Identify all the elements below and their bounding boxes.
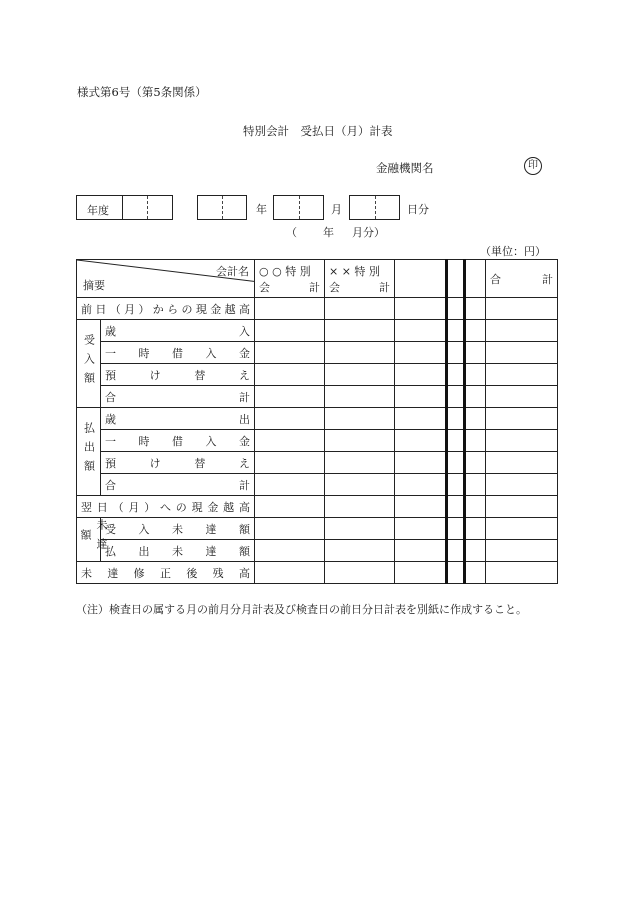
table-row (77, 386, 558, 408)
payments-item (101, 430, 255, 452)
cell-total[interactable] (486, 430, 558, 452)
gap (447, 540, 465, 562)
cell-blank-2[interactable] (465, 342, 486, 364)
carry-in-row-text: 前 日 （ 月 ） か ら の 現 金 越 高 (81, 302, 250, 316)
cell-blank-2[interactable] (465, 562, 486, 584)
cell-blank-2[interactable] (465, 452, 486, 474)
cell-acct1[interactable] (255, 364, 325, 386)
sub-year: 年 (323, 226, 334, 239)
adjusted-row-text: 未 達 修 正 後 残 高 (81, 566, 250, 580)
cell-blank[interactable] (395, 298, 447, 320)
cell-acct1[interactable] (255, 540, 325, 562)
cell-total[interactable] (486, 452, 558, 474)
gap (447, 342, 465, 364)
receipts-item-text: 歳 入 (105, 324, 250, 338)
header-diagonal-cell (77, 260, 255, 298)
cell-blank[interactable] (395, 408, 447, 430)
gap (447, 386, 465, 408)
cell-blank-2[interactable] (465, 496, 486, 518)
cell-acct2[interactable] (325, 364, 395, 386)
col1-top: ○ ○ 特 別 (259, 264, 311, 278)
cell-total[interactable] (486, 540, 558, 562)
cell-acct1[interactable] (255, 474, 325, 496)
payments-group: 払出額 (77, 408, 101, 496)
form-number: 様式第6号（第5条関係） (77, 85, 207, 99)
month-label: 月 (331, 203, 342, 216)
table-row (77, 496, 558, 518)
cell-acct1[interactable] (255, 408, 325, 430)
table-row (77, 562, 558, 584)
cell-acct1[interactable] (255, 452, 325, 474)
carry-out-row-text: 翌 日 （ 月 ） へ の 現 金 越 高 (81, 500, 250, 514)
col2-top: × × 特 別 (329, 264, 380, 278)
cell-total[interactable] (486, 408, 558, 430)
unit-label: （単位：円） (480, 245, 546, 258)
cell-total[interactable] (486, 298, 558, 320)
payments-item-text: 一 時 借 入 金 (105, 434, 250, 448)
col-blank-2 (465, 260, 486, 298)
carry-out-row (77, 496, 255, 518)
cell-blank[interactable] (395, 474, 447, 496)
cell-total[interactable] (486, 386, 558, 408)
cell-acct2[interactable] (325, 518, 395, 540)
table-row (77, 408, 558, 430)
account-name-label: 会計名 (216, 265, 249, 278)
fiscal-year-label: 年度 (87, 204, 109, 217)
col-account-2 (325, 260, 395, 298)
cell-acct2[interactable] (325, 430, 395, 452)
receipts-item (101, 364, 255, 386)
col1-bottom-right: 計 (309, 280, 320, 294)
table-row (77, 364, 558, 386)
cell-acct1[interactable] (255, 386, 325, 408)
cell-blank[interactable] (395, 562, 447, 584)
cell-acct1[interactable] (255, 430, 325, 452)
col-account-1 (255, 260, 325, 298)
gap (447, 408, 465, 430)
cell-acct2[interactable] (325, 540, 395, 562)
cell-total[interactable] (486, 364, 558, 386)
total-left: 合 (490, 272, 501, 286)
gap (447, 474, 465, 496)
cell-acct1[interactable] (255, 496, 325, 518)
cell-acct2[interactable] (325, 452, 395, 474)
table-row (77, 540, 558, 562)
cell-acct2[interactable] (325, 408, 395, 430)
gap (447, 364, 465, 386)
cell-acct2[interactable] (325, 298, 395, 320)
cell-blank[interactable] (395, 386, 447, 408)
sub-open: （ (286, 226, 297, 239)
col1-bottom-left: 会 (259, 280, 270, 294)
col-total (486, 260, 558, 298)
receipts-group: 受入額 (77, 320, 101, 408)
cell-total[interactable] (486, 474, 558, 496)
summary-label: 摘要 (83, 279, 105, 292)
cell-blank-2[interactable] (465, 364, 486, 386)
gap (447, 430, 465, 452)
payments-item-text: 合 計 (105, 478, 250, 492)
cell-acct1[interactable] (255, 518, 325, 540)
cell-blank[interactable] (395, 342, 447, 364)
cell-blank-2[interactable] (465, 386, 486, 408)
cell-blank-2[interactable] (465, 408, 486, 430)
gap (447, 452, 465, 474)
month-box[interactable] (273, 195, 324, 220)
cell-blank-2[interactable] (465, 540, 486, 562)
col2-bottom-left: 会 (329, 280, 340, 294)
cell-acct1[interactable] (255, 298, 325, 320)
receipts-item (101, 342, 255, 364)
gap (447, 496, 465, 518)
page-title: 特別会計 受払日（月）計表 (243, 124, 393, 138)
payments-item-text: 預 け 替 え (105, 456, 250, 470)
cell-acct2[interactable] (325, 342, 395, 364)
gap (447, 320, 465, 342)
footnote: （注）検査日の属する月の前月分月計表及び検査日の前日分日計表を別紙に作成すること。 (76, 603, 527, 616)
carry-in-row (77, 298, 255, 320)
gap (447, 298, 465, 320)
receipts-item (101, 320, 255, 342)
pending-item-text: 払 出 未 達 額 (105, 544, 250, 558)
total-right: 計 (542, 272, 553, 286)
cell-total[interactable] (486, 562, 558, 584)
cell-blank[interactable] (395, 364, 447, 386)
table-row (77, 518, 558, 540)
cell-acct2[interactable] (325, 320, 395, 342)
year-box[interactable] (197, 195, 247, 220)
cell-acct1[interactable] (255, 342, 325, 364)
cell-blank-2[interactable] (465, 474, 486, 496)
cell-blank[interactable] (395, 496, 447, 518)
gap (447, 518, 465, 540)
gap (447, 562, 465, 584)
institution-label: 金融機関名 (376, 161, 434, 175)
cell-blank[interactable] (395, 540, 447, 562)
account-table (76, 259, 558, 584)
table-row (77, 342, 558, 364)
table-row (77, 298, 558, 320)
day-label: 日分 (407, 203, 429, 216)
cell-acct1[interactable] (255, 562, 325, 584)
receipts-item-text: 一 時 借 入 金 (105, 346, 250, 360)
adjusted-row (77, 562, 255, 584)
receipts-item (101, 386, 255, 408)
pending-item-text: 受 入 未 達 額 (105, 522, 250, 536)
cell-blank-2[interactable] (465, 430, 486, 452)
year-label: 年 (256, 203, 267, 216)
col2-bottom-right: 計 (379, 280, 390, 294)
cell-blank-2[interactable] (465, 320, 486, 342)
cell-total[interactable] (486, 518, 558, 540)
payments-item (101, 474, 255, 496)
cell-acct2[interactable] (325, 474, 395, 496)
sub-month: 月分） (352, 226, 385, 239)
col-blank (395, 260, 447, 298)
cell-blank[interactable] (395, 320, 447, 342)
cell-acct2[interactable] (325, 562, 395, 584)
fiscal-year-box[interactable] (76, 195, 173, 220)
payments-item (101, 408, 255, 430)
omission-gap (447, 260, 465, 298)
cell-acct2[interactable] (325, 496, 395, 518)
seal-mark: 印 (524, 157, 542, 175)
pending-item (101, 518, 255, 540)
cell-total[interactable] (486, 496, 558, 518)
day-box[interactable] (349, 195, 400, 220)
table-row (77, 430, 558, 452)
cell-total[interactable] (486, 342, 558, 364)
cell-blank-2[interactable] (465, 298, 486, 320)
cell-total[interactable] (486, 320, 558, 342)
cell-blank-2[interactable] (465, 518, 486, 540)
cell-blank[interactable] (395, 452, 447, 474)
pending-group: 未達額 (77, 518, 101, 562)
table-row (77, 452, 558, 474)
receipts-item-text: 合 計 (105, 390, 250, 404)
pending-item (101, 540, 255, 562)
payments-item-text: 歳 出 (105, 412, 250, 426)
cell-blank[interactable] (395, 518, 447, 540)
cell-acct2[interactable] (325, 386, 395, 408)
table-row (77, 474, 558, 496)
table-row (77, 320, 558, 342)
payments-item (101, 452, 255, 474)
receipts-item-text: 預 け 替 え (105, 368, 250, 382)
cell-blank[interactable] (395, 430, 447, 452)
cell-acct1[interactable] (255, 320, 325, 342)
